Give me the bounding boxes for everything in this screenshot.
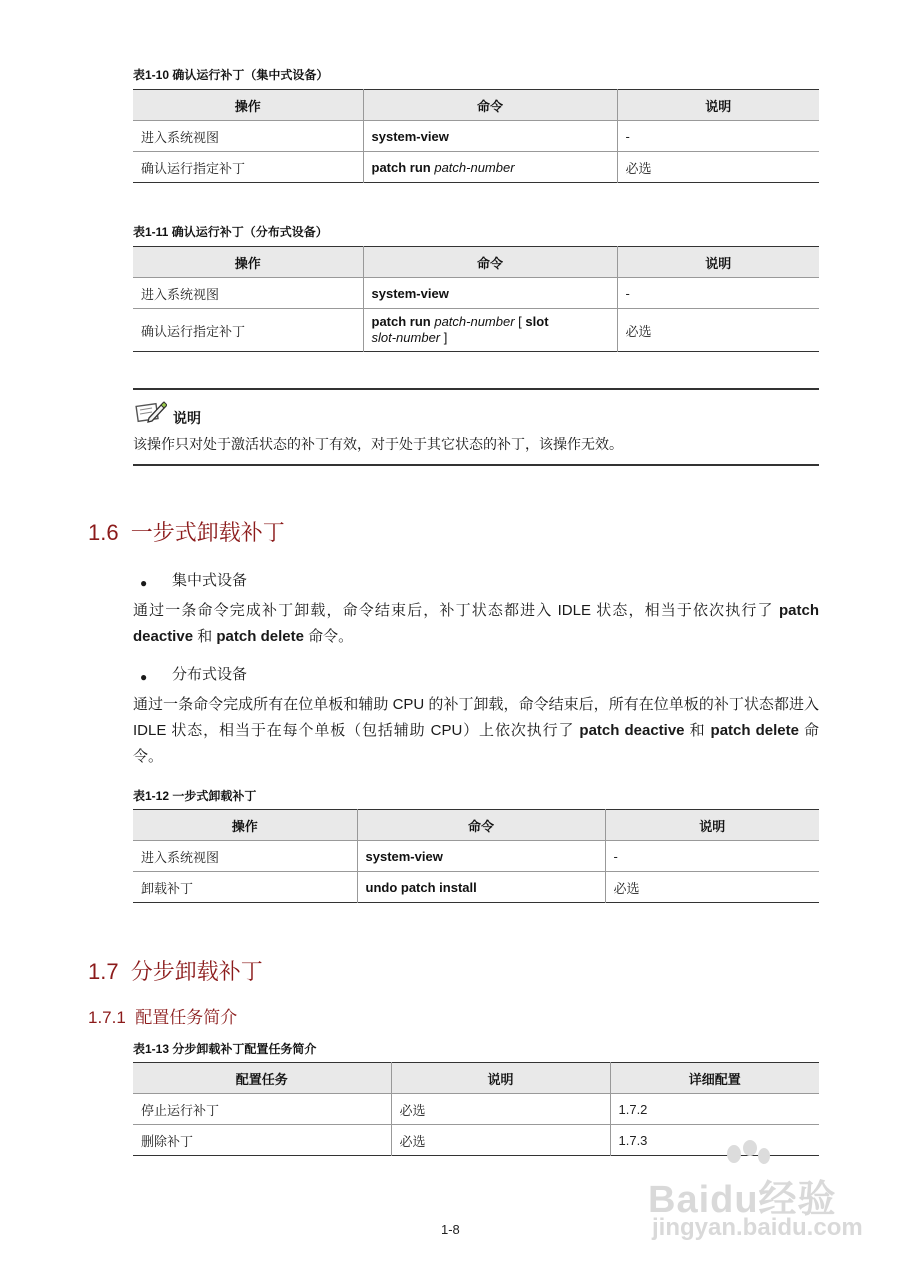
header-cell: 说明: [605, 810, 819, 841]
task-cell: 停止运行补丁: [133, 1094, 391, 1125]
command-keyword: patch deactive: [579, 722, 685, 739]
section-heading: 1.6 一步式卸载补丁: [88, 520, 285, 545]
note-title: 说明: [173, 410, 201, 426]
command-keyword: slot: [525, 314, 549, 329]
description-cell: -: [617, 278, 819, 309]
operation-cell: 确认运行指定补丁: [133, 309, 363, 352]
header-cell: 说明: [617, 90, 819, 121]
command-cell: [363, 309, 617, 352]
bullet-text: 分布式设备: [172, 666, 248, 683]
command-cell: [363, 152, 617, 183]
header-cell: 操作: [133, 90, 363, 121]
header-cell: 配置任务: [133, 1063, 391, 1094]
description-cell: 必选: [625, 323, 652, 339]
table-header-row: [133, 810, 819, 841]
paragraph-text: 命令。: [133, 722, 820, 765]
table-header-row: [133, 90, 819, 121]
description-cell: 必选: [391, 1094, 610, 1125]
table-row: [133, 841, 819, 872]
description-cell: 必选: [613, 880, 640, 896]
operation-cell: 进入系统视图: [133, 841, 357, 872]
reference-cell: 1.7.2: [610, 1094, 819, 1125]
paragraph-text: 和: [193, 628, 217, 645]
header-cell: 命令: [357, 810, 605, 841]
reference-cell: 1.7.3: [618, 1132, 648, 1148]
paragraph-text: 命令。: [303, 628, 354, 645]
table-1-13: [133, 1062, 819, 1156]
table-1-11: [133, 246, 819, 352]
table-caption: 表1-13 分步卸载补丁配置任务简介: [133, 1042, 317, 1056]
watermark-logo: Baidu经验: [648, 1179, 837, 1221]
subsection-heading: 1.7.1 配置任务简介: [88, 1008, 238, 1027]
paragraph: [133, 598, 819, 650]
command-keyword: patch run: [371, 314, 435, 329]
command-cell: system-view: [363, 121, 617, 152]
table-caption: 表1-10 确认运行补丁（集中式设备）: [133, 68, 329, 82]
header-cell: 说明: [391, 1063, 610, 1094]
description-cell: -: [605, 841, 819, 872]
operation-cell: 进入系统视图: [133, 278, 363, 309]
description-cell: 必选: [625, 160, 652, 176]
description-cell: -: [617, 121, 819, 152]
table-row: [133, 1125, 819, 1156]
page-number: 1-8: [441, 1222, 460, 1237]
command-bracket: [: [514, 314, 526, 329]
header-cell: 命令: [363, 90, 617, 121]
command-argument: patch-number: [434, 159, 515, 175]
table-1-10: [133, 89, 819, 183]
paragraph-text: 通过一条命令完成补丁卸载，命令结束后，补丁状态都进入 IDLE 状态，相当于依次执行了: [133, 602, 779, 619]
paragraph: [133, 692, 819, 770]
table-header-row: [133, 247, 819, 278]
operation-cell: 确认运行指定补丁: [133, 152, 363, 183]
command-bracket: ]: [440, 330, 448, 345]
command-keyword: patch delete: [216, 628, 304, 645]
table-caption: 表1-12 一步式卸载补丁: [133, 789, 257, 803]
table-1-12: [133, 809, 819, 903]
note-box: [133, 388, 819, 466]
command-cell: system-view: [357, 841, 605, 872]
header-cell: 操作: [133, 247, 363, 278]
bullet-text: 集中式设备: [172, 572, 248, 589]
header-cell: 操作: [133, 810, 357, 841]
table-row: [133, 152, 819, 183]
section-heading: 1.7 分步卸载补丁: [88, 959, 263, 984]
table-row: [133, 872, 819, 903]
table-caption: 表1-11 确认运行补丁（分布式设备）: [133, 225, 328, 239]
table-row: [133, 121, 819, 152]
header-cell: 命令: [363, 247, 617, 278]
table-row: [133, 1094, 819, 1125]
note-pencil-icon: [135, 400, 167, 424]
bullet-icon: ●: [140, 670, 148, 684]
command-cell: system-view: [363, 278, 617, 309]
header-cell: 详细配置: [610, 1063, 819, 1094]
table-row: [133, 278, 819, 309]
command-keyword: patch deactive: [133, 602, 819, 645]
paragraph-text: 和: [684, 722, 711, 739]
description-cell: 必选: [391, 1125, 610, 1156]
note-text: 该操作只对处于激活状态的补丁有效，对于处于其它状态的补丁，该操作无效。: [133, 437, 623, 453]
operation-cell: 卸载补丁: [133, 872, 357, 903]
watermark-url: jingyan.baidu.com: [652, 1214, 863, 1241]
paragraph-text: 通过一条命令完成所有在位单板和辅助 CPU 的补丁卸载，命令结束后，所有在位单板的补丁状态都进入 IDLE 状态，相当于在每个单板（包括辅助 CPU）上依次执行了: [133, 696, 819, 739]
table-header-row: [133, 1063, 819, 1094]
command-keyword: patch run: [371, 159, 435, 175]
command-cell: undo patch install: [357, 872, 605, 903]
command-argument: slot-number: [371, 330, 441, 345]
table-row: [133, 309, 819, 352]
bullet-icon: ●: [140, 576, 148, 590]
header-cell: 说明: [617, 247, 819, 278]
command-keyword: patch delete: [710, 722, 799, 739]
command-argument: patch-number: [434, 314, 515, 329]
operation-cell: 进入系统视图: [133, 121, 363, 152]
task-cell: 删除补丁: [133, 1125, 391, 1156]
